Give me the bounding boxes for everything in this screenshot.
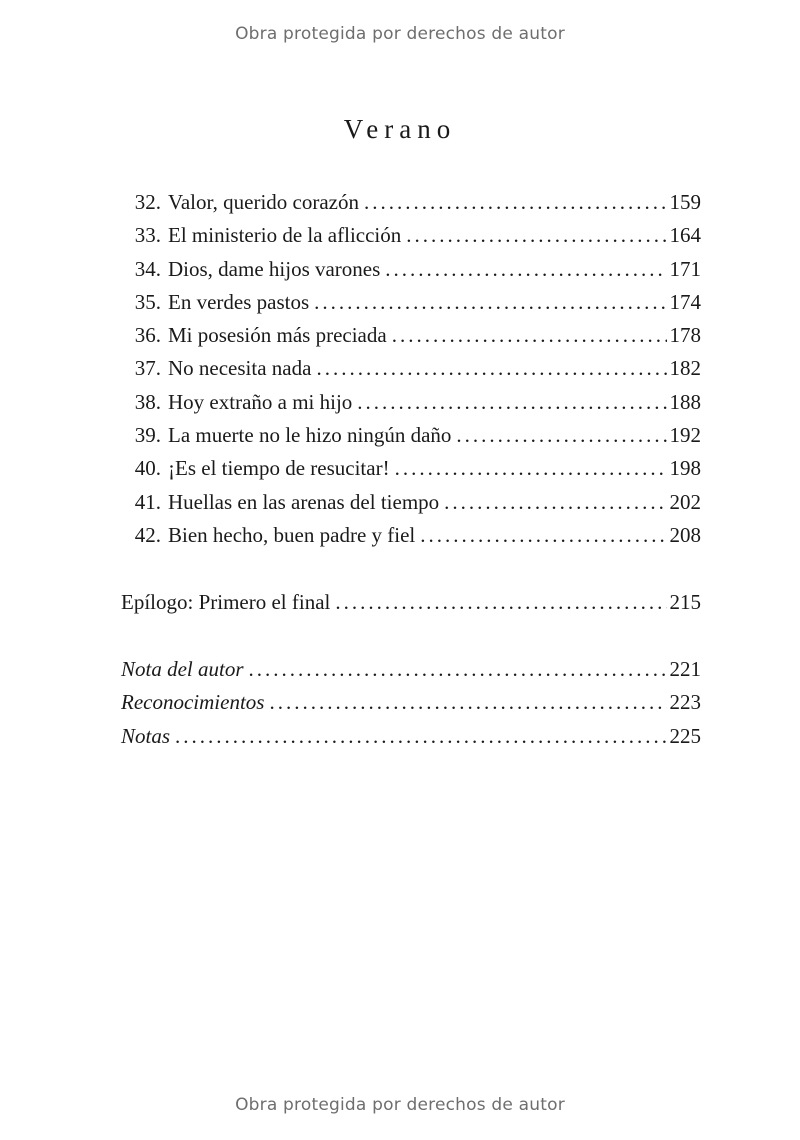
toc-entry-38 xyxy=(121,386,701,419)
page-number: 159 xyxy=(669,190,701,214)
toc-entry-42 xyxy=(121,519,701,552)
page-number: 215 xyxy=(669,590,701,614)
chapter-title: Hoy extraño a mi hijo xyxy=(168,389,353,414)
page-number: 174 xyxy=(669,289,701,314)
dot-leader xyxy=(420,519,666,552)
dot-leader xyxy=(395,452,667,485)
chapter-number: 34. xyxy=(134,256,161,281)
chapter-number: 35. xyxy=(134,289,161,314)
page-number: 192 xyxy=(669,423,701,448)
chapter-title: Huellas en las arenas del tiempo xyxy=(168,489,440,514)
chapter-title: No necesita nada xyxy=(168,356,312,381)
backmatter-title: Reconocimientos xyxy=(121,690,265,715)
backmatter-title: Nota del autor xyxy=(121,657,244,681)
dot-leader xyxy=(392,319,667,352)
chapter-number: 38. xyxy=(134,389,161,414)
section-title: Verano xyxy=(343,114,457,144)
page-number: 182 xyxy=(669,356,701,381)
chapter-number: 40. xyxy=(134,456,161,481)
toc-entry-author-note xyxy=(121,653,701,686)
toc-entry-32 xyxy=(121,186,701,219)
toc-entry-acknowledgements xyxy=(121,686,701,719)
backmatter-title: Notas xyxy=(121,723,171,748)
dot-leader xyxy=(269,686,666,719)
chapter-title: Bien hecho, buen padre y fiel xyxy=(168,522,416,547)
chapter-number: 42. xyxy=(134,522,161,547)
page-number: 164 xyxy=(669,223,701,248)
dot-leader xyxy=(175,720,666,753)
toc-entry-37 xyxy=(121,352,701,385)
page-number: 202 xyxy=(669,489,701,514)
chapter-title: La muerte no le hizo ningún daño xyxy=(168,423,452,448)
page-number: 178 xyxy=(669,323,701,348)
page-number: 188 xyxy=(669,389,701,414)
page-number: 208 xyxy=(669,522,701,547)
toc-entry-33 xyxy=(121,219,701,252)
chapter-number: 32. xyxy=(134,190,161,214)
dot-leader xyxy=(444,486,666,519)
chapter-title: Valor, querido corazón xyxy=(168,190,359,214)
page-number: 198 xyxy=(669,456,701,481)
dot-leader xyxy=(456,419,666,452)
chapter-title: En verdes pastos xyxy=(168,289,310,314)
backmatter-list xyxy=(121,653,701,753)
toc-entry-notes xyxy=(121,720,701,753)
dot-leader xyxy=(249,653,667,686)
toc-entry-36 xyxy=(121,319,701,352)
page-number: 225 xyxy=(669,723,701,748)
chapter-number: 37. xyxy=(134,356,161,381)
epilogue-title: Epílogo: Primero el final xyxy=(121,590,331,614)
dot-leader xyxy=(316,352,666,385)
toc-entry-39 xyxy=(121,419,701,452)
page-number: 171 xyxy=(669,256,701,281)
dot-leader xyxy=(357,386,666,419)
chapter-title: Dios, dame hijos varones xyxy=(168,256,381,281)
dot-leader xyxy=(385,253,666,286)
chapter-number: 39. xyxy=(134,423,161,448)
epilogue-section xyxy=(121,586,701,619)
toc-entry-40 xyxy=(121,452,701,485)
chapter-number: 41. xyxy=(134,489,161,514)
dot-leader xyxy=(406,219,666,252)
toc-entry-35 xyxy=(121,286,701,319)
chapter-title: ¡Es el tiempo de resucitar! xyxy=(168,456,390,481)
copyright-watermark-bottom: Obra protegida por derechos de autor xyxy=(235,1095,565,1115)
dot-leader xyxy=(314,286,666,319)
chapter-title: El ministerio de la aflicción xyxy=(168,223,402,248)
chapter-number: 36. xyxy=(134,323,161,348)
page-number: 223 xyxy=(669,690,701,715)
toc-entry-41 xyxy=(121,486,701,519)
dot-leader xyxy=(364,186,667,219)
chapter-number: 33. xyxy=(134,223,161,248)
copyright-watermark-top: Obra protegida por derechos de autor xyxy=(235,24,565,44)
toc-entry-epilogue xyxy=(121,586,701,619)
dot-leader xyxy=(335,586,666,619)
chapter-list xyxy=(121,186,701,552)
page-number: 221 xyxy=(669,657,701,681)
chapter-title: Mi posesión más preciada xyxy=(168,323,387,348)
toc-entry-34 xyxy=(121,253,701,286)
